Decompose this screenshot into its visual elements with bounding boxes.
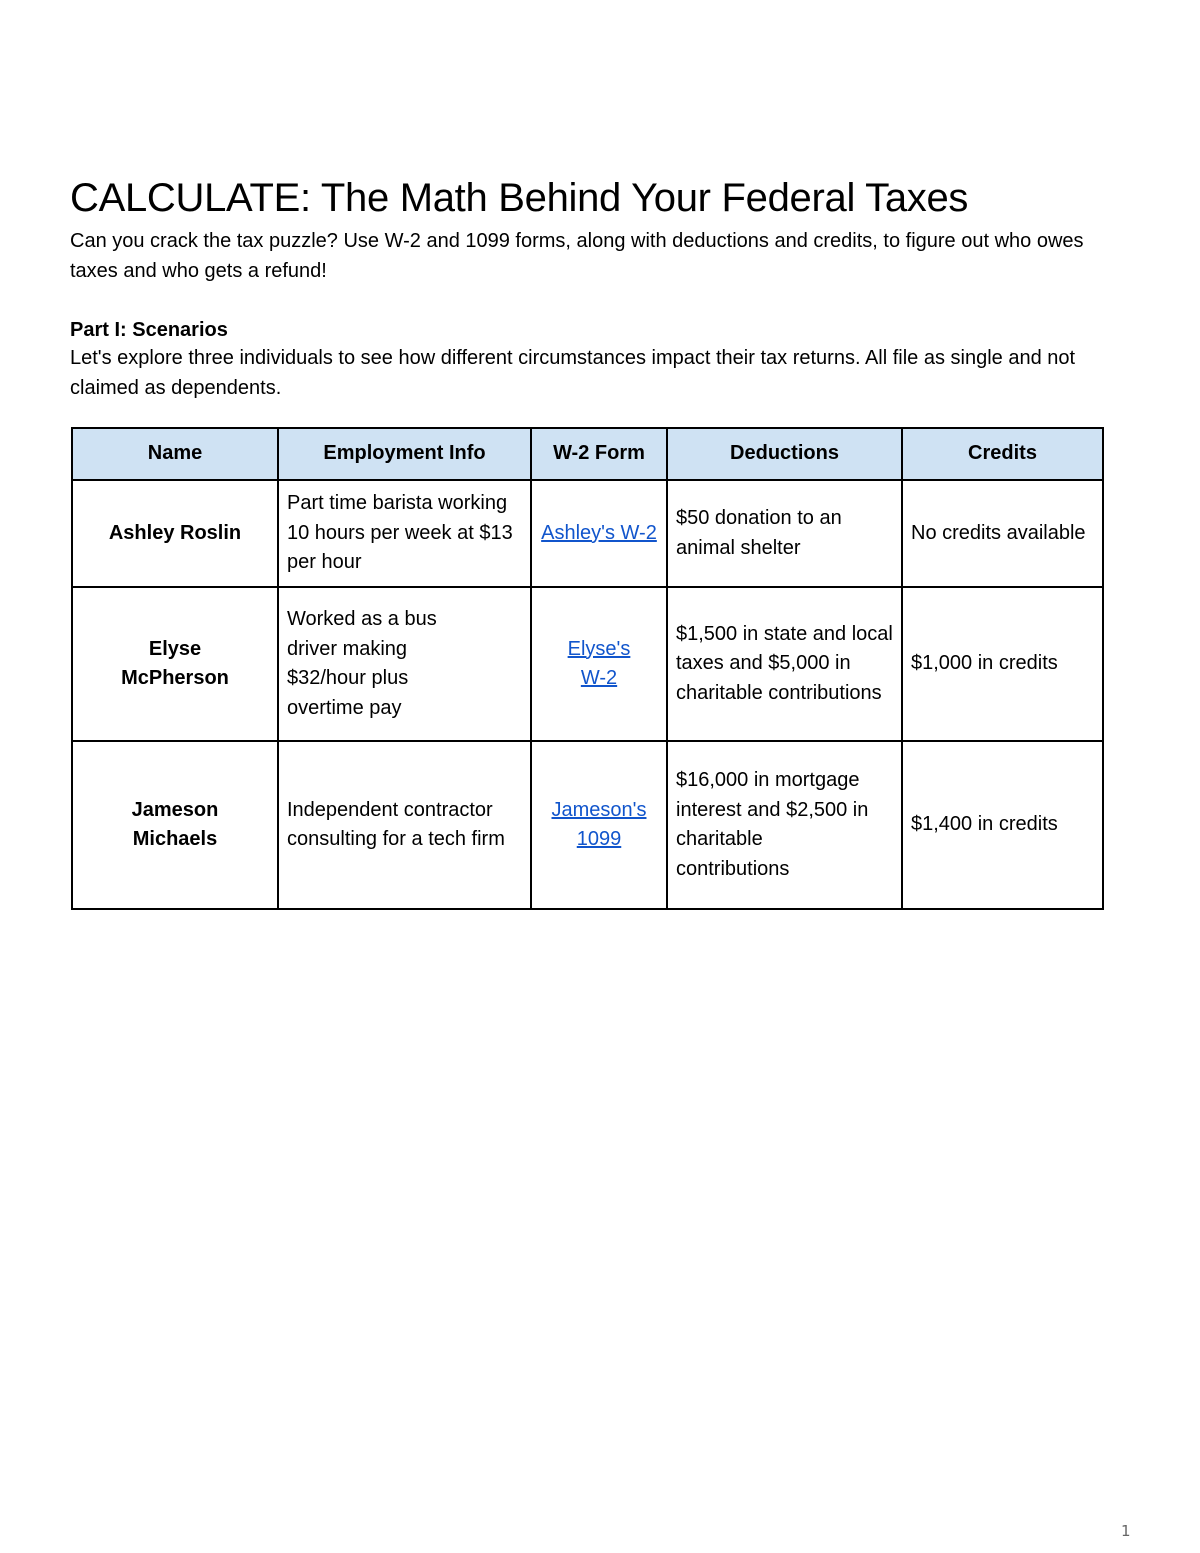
header-employment-info: Employment Info — [278, 428, 531, 480]
ashley-w2-link[interactable]: Ashley's W-2 — [541, 521, 657, 544]
employment-info: Part time barista working 10 hours per week at $13 per hour — [278, 480, 531, 587]
form-link-cell — [531, 741, 667, 909]
table-row — [72, 741, 1103, 909]
deductions-info: $50 donation to an animal shelter — [667, 480, 902, 587]
elyse-w2-link[interactable]: Elyse's W-2 — [567, 637, 631, 689]
scenarios-table — [71, 427, 1104, 910]
employment-info: Worked as a bus driver making $32/hour plus overtime pay — [278, 587, 531, 741]
header-w2-form: W-2 Form — [531, 428, 667, 480]
person-name: Ashley Roslin — [72, 480, 278, 587]
person-name: Elyse McPherson — [72, 587, 278, 741]
part-one-heading: Part I: Scenarios — [70, 319, 228, 341]
form-link-cell — [531, 480, 667, 587]
credits-info: $1,000 in credits — [902, 587, 1103, 741]
page-number: 1 — [1121, 1522, 1131, 1540]
header-credits: Credits — [902, 428, 1103, 480]
table-row — [72, 587, 1103, 741]
deductions-info: $16,000 in mortgage interest and $2,500 in charitable contributions — [667, 741, 902, 909]
deductions-info: $1,500 in state and local taxes and $5,000 in charitable contributions — [667, 587, 902, 741]
credits-info: No credits available — [902, 480, 1103, 587]
jameson-1099-link[interactable]: Jameson's 1099 — [551, 798, 647, 850]
employment-info: Independent contractor consulting for a tech firm — [278, 741, 531, 909]
person-name: Jameson Michaels — [72, 741, 278, 909]
header-name: Name — [72, 428, 278, 480]
header-deductions: Deductions — [667, 428, 902, 480]
form-link-cell — [531, 587, 667, 741]
part-one-description: Let's explore three individuals to see how different circumstances impact their tax returns. All file as single and not claimed as dependents. — [70, 347, 1076, 399]
credits-info: $1,400 in credits — [902, 741, 1103, 909]
intro-paragraph: Can you crack the tax puzzle? Use W-2 and 1099 forms, along with deductions and credits, to figure out who owes taxes and who gets a refund! — [70, 230, 1084, 282]
document-title: CALCULATE: The Math Behind Your Federal Taxes — [70, 176, 969, 220]
table-row — [72, 480, 1103, 587]
table-header-row — [72, 428, 1103, 480]
